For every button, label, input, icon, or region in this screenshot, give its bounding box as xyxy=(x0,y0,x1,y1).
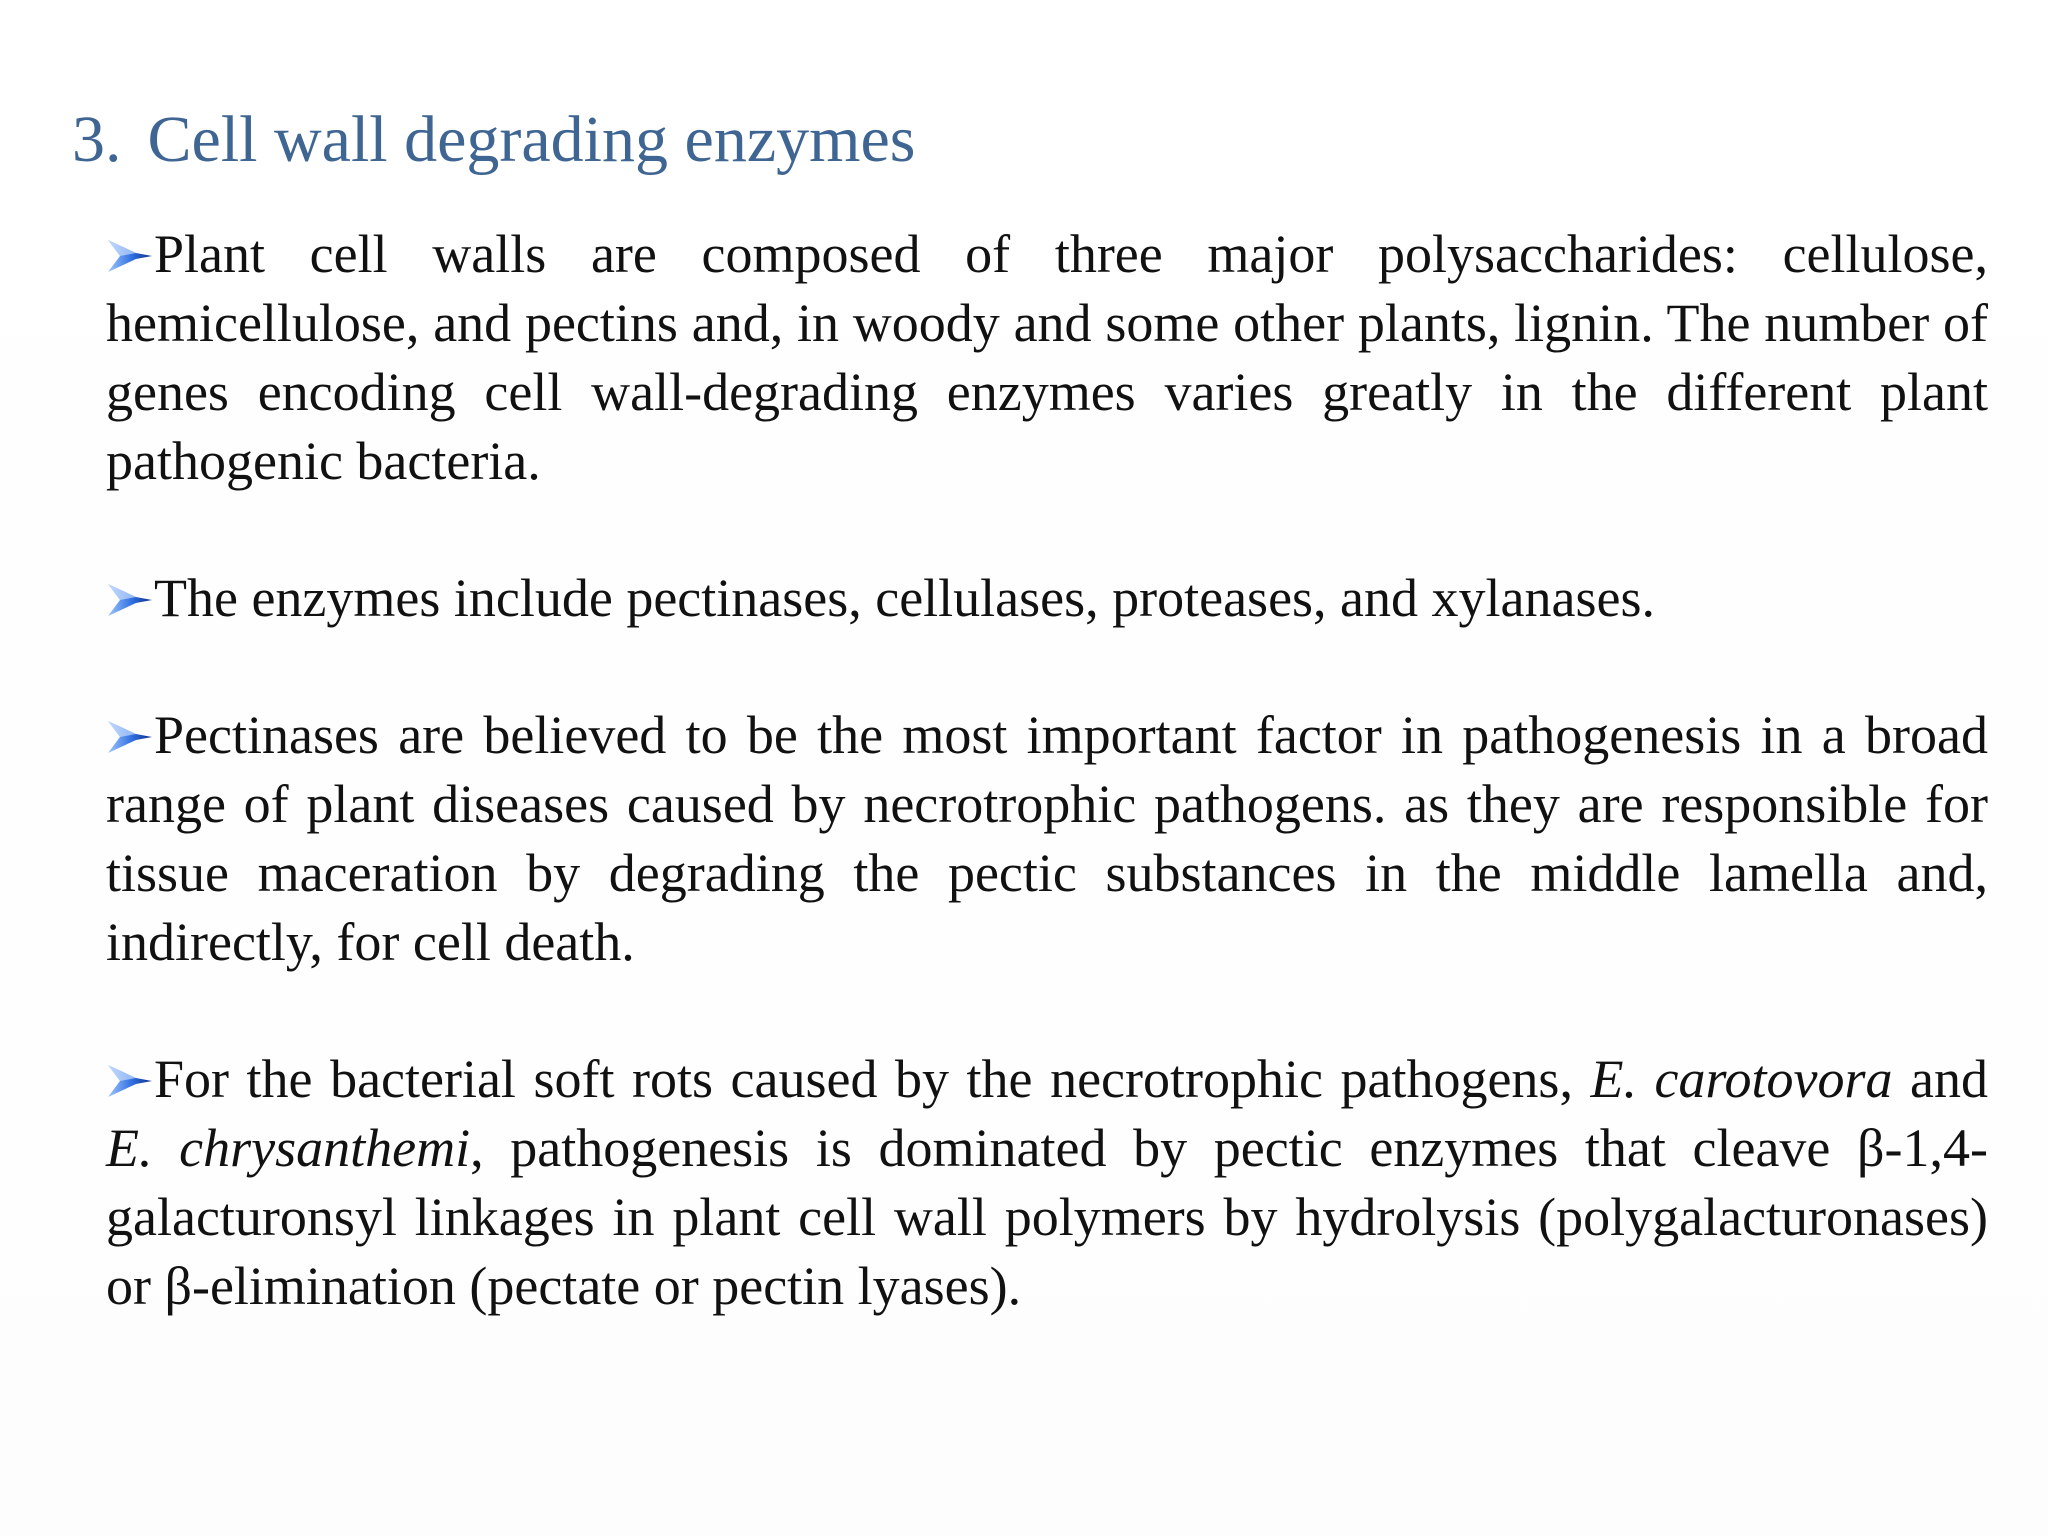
arrow-bullet-icon xyxy=(106,1061,154,1101)
paragraph-text: The enzymes include pectinases, cellulases, proteases, and xylanases. xyxy=(154,568,1655,628)
title-text: Cell wall degrading enzymes xyxy=(147,103,916,176)
arrow-bullet-icon xyxy=(106,717,154,757)
bullet-list xyxy=(106,220,1988,1389)
paragraph-text-segment: and xyxy=(1892,1049,1988,1109)
species-name-carotovora: E. carotovora xyxy=(1590,1049,1893,1109)
paragraph-text: Plant cell walls are composed of three major polysaccharides: cellulose, hemicellulose, and pectins and, in woody and some other plants, lignin. The number of genes encoding cell wall-degrading enzymes varies greatly in the different plant pathogenic bacteria. xyxy=(106,224,1988,491)
arrow-bullet-icon xyxy=(106,236,154,276)
species-name-chrysanthemi: E. chrysanthemi xyxy=(106,1118,471,1178)
slide-title xyxy=(72,94,915,186)
bullet-paragraph-enzymes xyxy=(106,564,1988,633)
title-number: 3. xyxy=(72,103,122,176)
paragraph-text: Pectinases are believed to be the most important factor in pathogenesis in a broad range of plant diseases caused by necrotrophic pathogens. as they are responsible for tissue maceration by degrading the pectic substances in the middle lamella and, indirectly, for cell death. xyxy=(106,705,1988,972)
paragraph-text-segment: For the bacterial soft rots caused by the necrotrophic pathogens, xyxy=(154,1049,1591,1109)
bullet-paragraph-cell-walls xyxy=(106,220,1988,496)
bullet-paragraph-soft-rots xyxy=(106,1045,1988,1321)
paragraph-text-segment: , pathogenesis is dominated by pectic enzymes that cleave β-1,4-galacturonsyl linkages in plant cell wall polymers by hydrolysis (polygalacturonases) or β-elimination (pectate or pectin lyases). xyxy=(106,1118,1988,1316)
arrow-bullet-icon xyxy=(106,580,154,620)
bullet-paragraph-pectinases xyxy=(106,701,1988,977)
